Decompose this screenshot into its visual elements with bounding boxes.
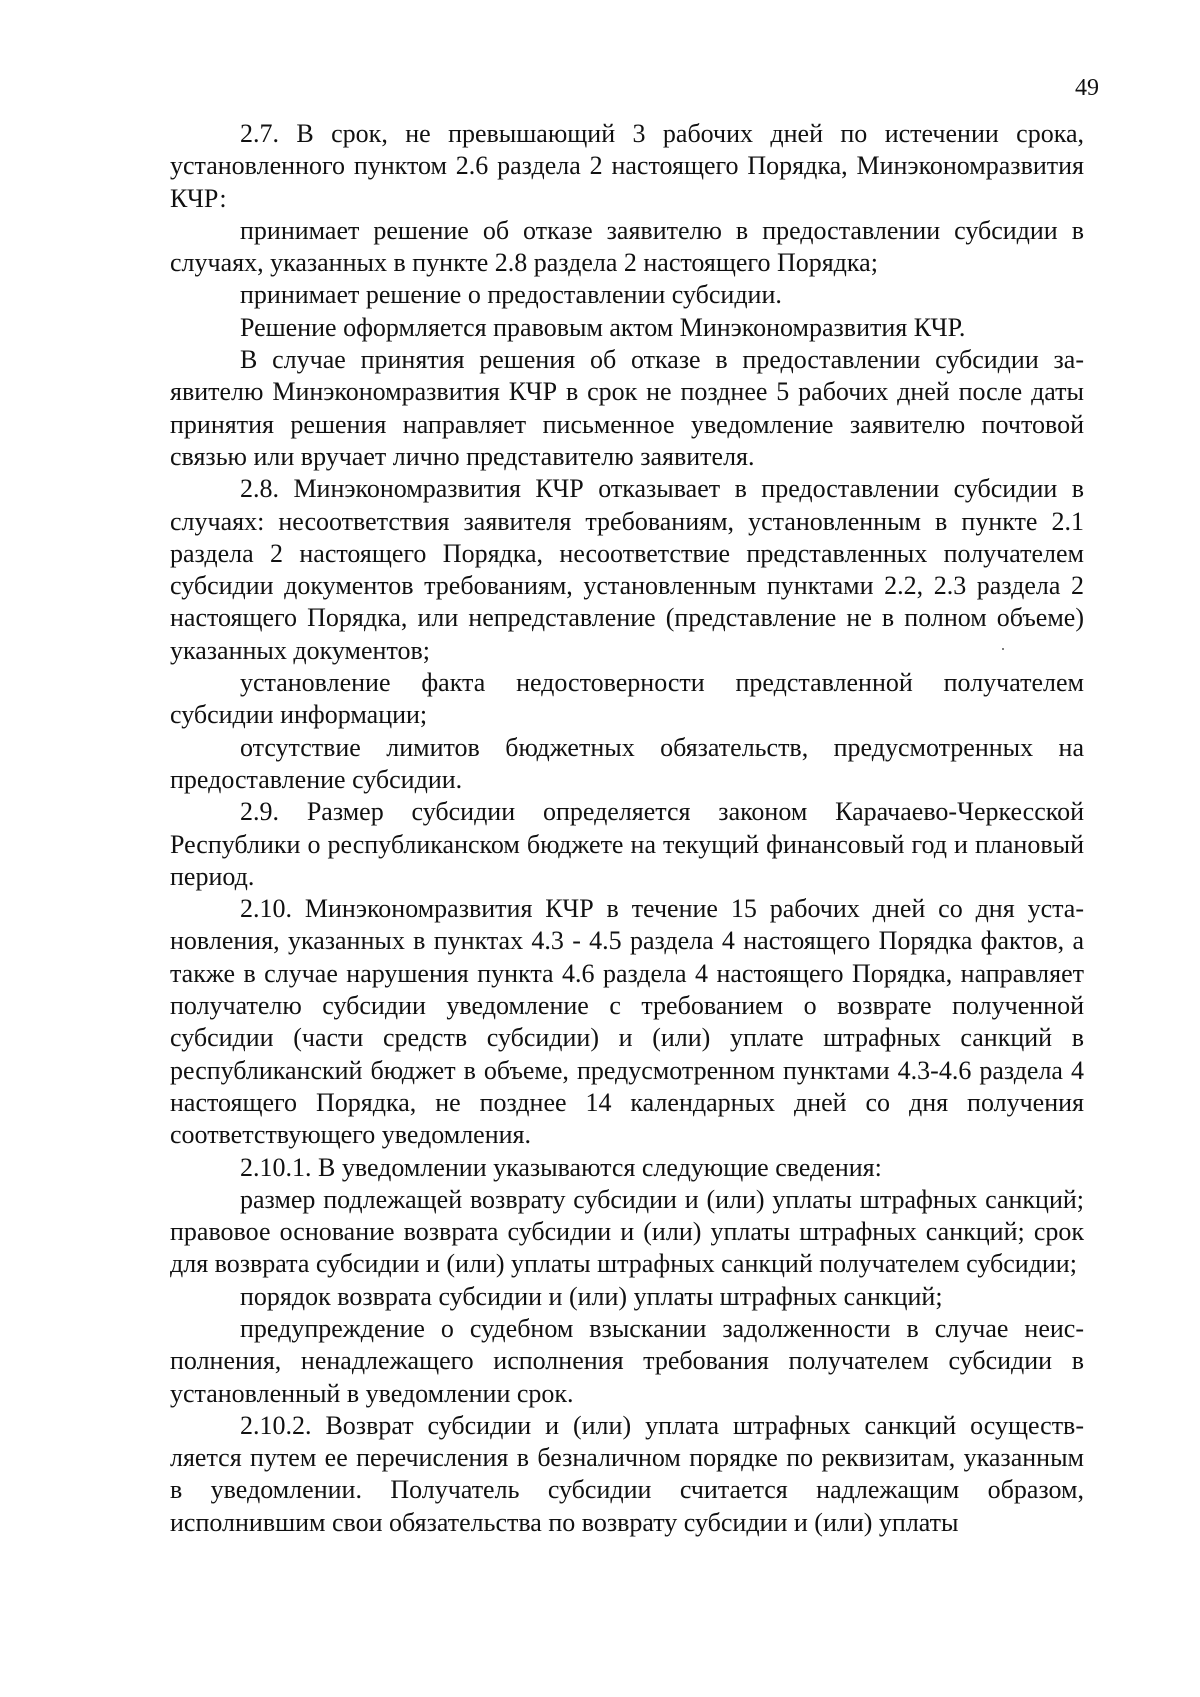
paragraph-court-warning: предупреждение о судебном взыскании задолженности в случае неисполнения, ненадлежащего исполнения требования получателем субсидии в установленный в уведомлении срок. — [170, 1313, 1084, 1408]
page-number: 49 — [1075, 75, 1099, 101]
paragraph-refusal-notice: В случае принятия решения об отказе в предоставлении субсидии заявителю Минэкономразвития КЧР в срок не позднее 5 рабочих дней после даты принятия решения направляет письменное уведомление заявителю почтовой связью или вручает лично представителю заявителя. — [170, 345, 1084, 471]
paragraph-refund-amount: размер подлежащей возврату субсидии и (или) уплаты штрафных санкций; правовое основание возврата субсидии и (или) уплаты штрафных санкций; срок для возврата субсидии и (или) уплаты штрафных санкций получателем субсидии; — [170, 1184, 1084, 1279]
paragraph-grant-decision: принимает решение о предоставлении субсидии. — [240, 280, 782, 310]
document-body — [170, 118, 1084, 1539]
paragraph-2-8: 2.8. Минэкономразвития КЧР отказывает в предоставлении субсидии в случаях: несоответствия заявителя требованиям, установленным в пункте 2.1 раздела 2 настоящего Порядка, несоответствие представленных получателем субсидии документов требованиям, установленным пунктами 2.2, 2.3 раздела 2 настоящего Порядка, или непредставление (представление не в полном объеме) указанных документов; — [170, 474, 1084, 665]
paragraph-2-9: 2.9. Размер субсидии определяется законом Карачаево-Черкесской Республики о республиканском бюджете на текущий финансовый год и плановый период. — [170, 797, 1084, 891]
paragraph-no-limits: отсутствие лимитов бюджетных обязательств, предусмотренных на предоставление субсидии. — [170, 732, 1084, 794]
paragraph-2-10: 2.10. Минэкономразвития КЧР в течение 15 рабочих дней со дня установления, указанных в пунктах 4.3 - 4.5 раздела 4 настоящего Порядка фактов, а также в случае нарушения пункта 4.6 раздела 4 настоящего Порядка, направляет получателю субсидии уведомление с требованием о возврате полученной субсидии (части средств субсидии) и (или) уплате штрафных санкций в республиканский бюджет в объеме, предусмотренном пунктами 4.3-4.6 раздела 4 настоящего Порядка, не позднее 14 календарных дней со дня получения соответствующего уведомления. — [170, 894, 1084, 1150]
paragraph-2-7: 2.7. В срок, не превышающий 3 рабочих дней по истечении срока, установленного пунктом 2.6 раздела 2 настоящего Порядка, Минэкономразвития КЧР: — [170, 119, 1084, 213]
paragraph-false-information: установление факта недостоверности представленной получателем субсидии информации; — [170, 668, 1084, 730]
paragraph-refusal-decision: принимает решение об отказе заявителю в предоставлении субсидии в случаях, указанных в пункте 2.8 раздела 2 настоящего Порядка; — [170, 215, 1084, 278]
paragraph-2-10-1: 2.10.1. В уведомлении указываются следующие сведения: — [240, 1152, 882, 1182]
paragraph-2-10-2: 2.10.2. Возврат субсидии и (или) уплата штрафных санкций осуществляется путем ее перечисления в безналичном порядке по реквизитам, указанным в уведомлении. Получатель субсидии считается надлежащим образом, исполнившим свои обязательства по возврату субсидии и (или) уплаты — [170, 1410, 1084, 1537]
paragraph-refund-procedure: порядок возврата субсидии и (или) уплаты штрафных санкций; — [240, 1281, 943, 1311]
paragraph-legal-act: Решение оформляется правовым актом Минэкономразвития КЧР. — [240, 312, 966, 342]
scan-speck — [1002, 648, 1004, 650]
